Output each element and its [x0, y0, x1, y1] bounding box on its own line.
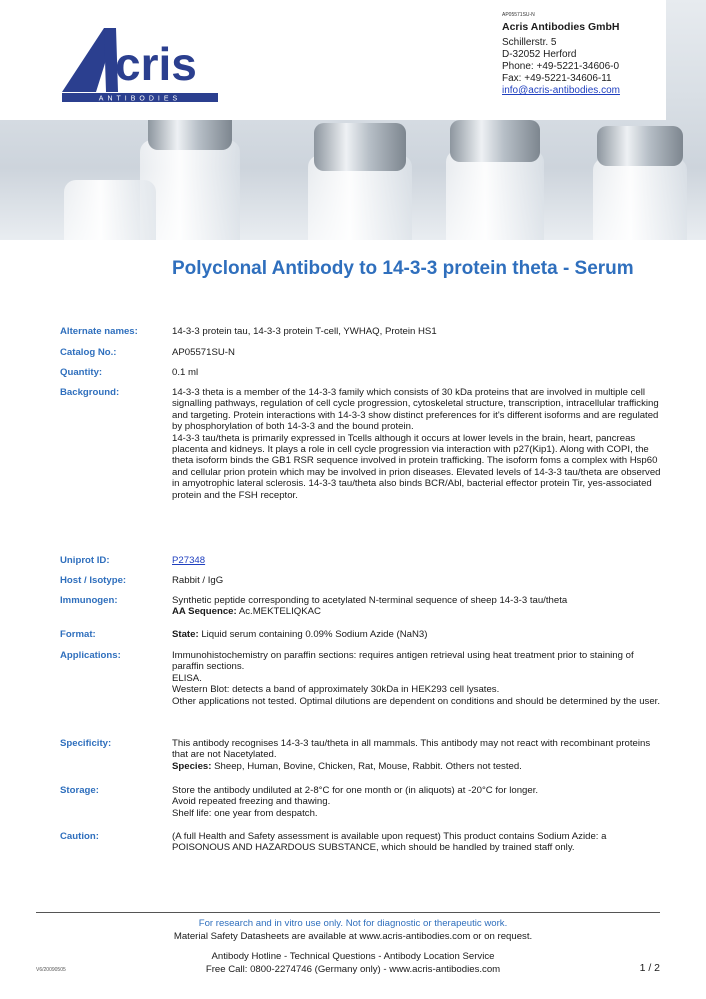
- logo-card: [0, 0, 666, 120]
- field-host: [60, 575, 660, 587]
- page-title: Polyclonal Antibody to 14-3-3 protein theta - Serum: [172, 258, 634, 279]
- field-storage: [60, 785, 660, 823]
- species-value: Sheep, Human, Bovine, Chicken, Rat, Mouse, Rabbit. Others not tested.: [214, 760, 522, 772]
- hotline-text: Antibody Hotline - Technical Questions - Antibody Location Service: [211, 951, 495, 962]
- aa-sequence-label: AA Sequence:: [172, 606, 237, 618]
- company-city: D-32052 Herford: [502, 49, 577, 60]
- company-phone: Phone: +49-5221-34606-0: [502, 61, 620, 72]
- field-label: Uniprot ID:: [60, 555, 110, 566]
- field-label: Alternate names:: [60, 326, 138, 337]
- field-value: 14-3-3 theta is a member of the 14-3-3 family which consists of 30 kDa proteins that are involved in multiple cell signalling pathways, regulation of cell cycle progression, cytoskeletal structure, transcription, intracellular trafficking and targeting. Protein interactions with 14-3-3 show distinct preferences for it's different isoforms and are regulated by phosphorylation of both 14-3-3 and the bound protein. 14-3-3 tau/theta is primarily expressed in Tcells although it occurs at lower levels in the brain, heart, pancreas placenta and kidneys. It plays a role in cell cycle progression via interaction with p27(Kip1). Along with COPI, the theta isoform binds the GB1 RSR sequence involved in protein trafficking. The isoform foms a complex with Hsp60 and cellular prion protein which may be involved in prion diseases. Elevated levels of 14-3-3 tau/theta are observed in amyotrophic lateral sclerosis. 14-3-3 tau/theta also binds BCR/Abl, bacterial effector protein Tir, yes-associated protein and the FSH receptor.: [172, 387, 661, 501]
- page-number: 1 / 2: [639, 962, 660, 974]
- company-email-link[interactable]: info@acris-antibodies.com: [502, 85, 620, 96]
- field-label: Specificity:: [60, 738, 112, 749]
- field-label: Catalog No.:: [60, 347, 117, 358]
- field-value: AP05571SU-N: [172, 347, 235, 358]
- field-label: Quantity:: [60, 367, 103, 378]
- field-label: Applications:: [60, 650, 121, 661]
- logo-word: cris: [115, 38, 197, 90]
- field-applications: [60, 650, 660, 730]
- field-label: Immunogen:: [60, 595, 118, 606]
- field-label: Format:: [60, 629, 96, 640]
- uniprot-link[interactable]: P27348: [172, 555, 206, 566]
- company-name: Acris Antibodies GmbH: [502, 21, 620, 33]
- field-label: Host / Isotype:: [60, 575, 127, 586]
- field-value: 0.1 ml: [172, 367, 199, 378]
- footer-divider: [36, 912, 660, 913]
- field-value: Rabbit / IgG: [172, 575, 224, 586]
- field-format: [60, 629, 660, 641]
- field-value: Immunohistochemistry on paraffin sections: requires antigen retrieval using heat treatment prior to staining of paraffin sections. ELISA. Western Blot: detects a band of approximately 30kDa in HEK293 cell lysates. Other applications not tested. Optimal dilutions are dependent on conditions and should be determined by the user.: [172, 650, 660, 707]
- field-label: Background:: [60, 387, 120, 398]
- field-value: This antibody recognises 14-3-3 tau/theta in all mammals. This antibody may not react with recombinant proteins that are not Nacetylated.: [172, 738, 651, 761]
- version-code: V6/20090505: [36, 967, 66, 973]
- catalog-code-small: AP05571SU-N: [502, 12, 535, 18]
- field-value: Store the antibody undiluted at 2-8°C for one month or (in aliquots) at -20°C for longer. Avoid repeated freezing and thawing. Shelf life: one year from despatch.: [172, 785, 539, 819]
- vial-image: [440, 110, 550, 240]
- state-label: State:: [172, 629, 199, 640]
- company-address: [502, 12, 620, 97]
- company-fax: Fax: +49-5221-34606-11: [502, 73, 612, 84]
- field-alternate-names: [60, 326, 660, 338]
- research-use-notice: For research and in vitro use only. Not for diagnostic or therapeutic work.: [198, 918, 508, 929]
- field-specificity: [60, 738, 660, 778]
- field-value: 14-3-3 protein tau, 14-3-3 protein T-cell, YWHAQ, Protein HS1: [172, 326, 437, 337]
- vial-image: [60, 160, 160, 240]
- company-street: Schillerstr. 5: [502, 37, 557, 48]
- free-call-text: Free Call: 0800-2274746 (Germany only) - www.acris-antibodies.com: [205, 964, 501, 975]
- field-caution: [60, 831, 660, 871]
- field-immunogen: [60, 595, 660, 621]
- field-uniprot: [60, 555, 660, 567]
- aa-sequence-value: Ac.MEKTELIQKAC: [238, 606, 321, 618]
- msds-notice: Material Safety Datasheets are available at www.acris-antibodies.com or on request.: [173, 931, 533, 942]
- field-value: Synthetic peptide corresponding to acetylated N-terminal sequence of sheep 14-3-3 tau/theta: [172, 595, 568, 606]
- field-quantity: [60, 367, 660, 379]
- header-banner: [0, 0, 706, 240]
- acris-logo: [60, 22, 220, 104]
- vial-image: [585, 118, 695, 240]
- field-label: Caution:: [60, 831, 99, 842]
- species-label: Species:: [172, 760, 212, 772]
- field-value: Liquid serum containing 0.09% Sodium Azide (NaN3): [201, 629, 428, 640]
- logo-tagline: ANTIBODIES: [98, 95, 182, 103]
- field-catalog: [60, 347, 660, 359]
- field-value: (A full Health and Safety assessment is available upon request) This product contains Sodium Azide: a POISONOUS AND HAZARDOUS SUBSTANCE, which should be handled by trained staff only.: [172, 831, 607, 854]
- field-background: [60, 387, 660, 549]
- field-label: Storage:: [60, 785, 99, 796]
